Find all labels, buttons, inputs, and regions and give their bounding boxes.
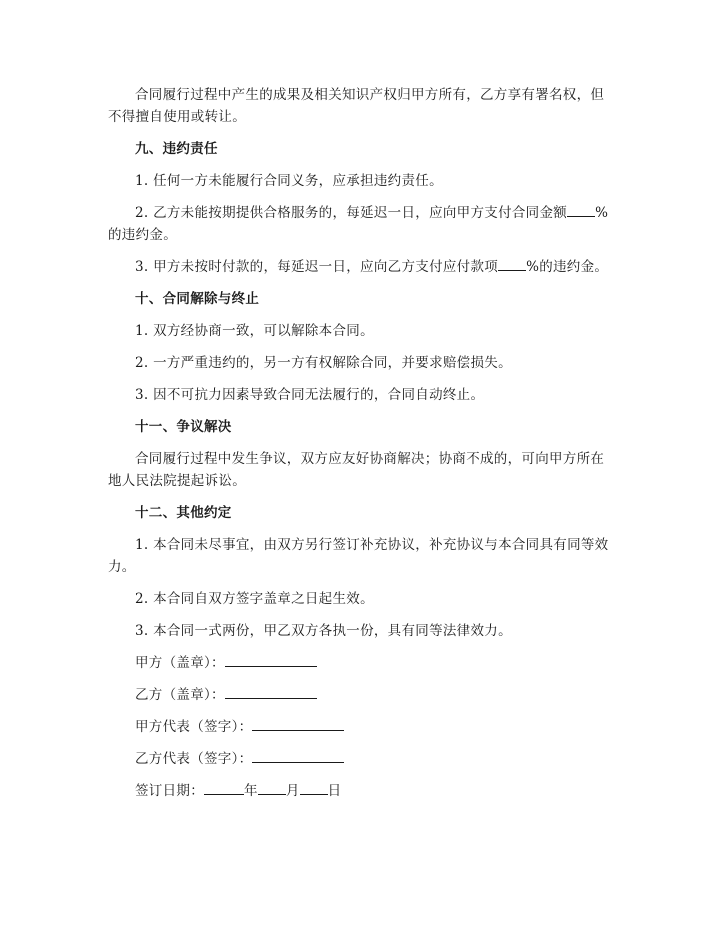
signing-date-line [108, 780, 615, 802]
party-b-rep-label: 乙方代表（签字）： [135, 751, 253, 767]
penalty-rate-blank-1[interactable] [567, 202, 595, 217]
party-b-seal-blank[interactable] [225, 684, 317, 699]
section-11-text: 合同履行过程中发生争议，双方应友好协商解决；协商不成的，可向甲方所在地人民法院提起诉讼。 [108, 451, 605, 489]
party-b-seal-line [108, 684, 615, 706]
section-10-item-1: 1. 双方经协商一致，可以解除本合同。 [135, 323, 374, 339]
party-b-seal-label: 乙方（盖章）： [135, 687, 225, 703]
penalty-rate-blank-2[interactable] [498, 256, 526, 271]
section-9-item-1: 1. 任何一方未能履行合同义务，应承担违约责任。 [135, 173, 443, 189]
contract-page [108, 84, 615, 802]
section-9-item-3-end: %的违约金。 [526, 259, 609, 275]
signing-date-label: 签订日期： [135, 783, 204, 799]
section-12-item-1: 1. 本合同未尽事宜，由双方另行签订补充协议，补充协议与本合同具有同等效力。 [108, 537, 609, 575]
party-b-rep-line [108, 748, 615, 770]
party-a-rep-line [108, 716, 615, 738]
section-9-item-3-text: 3. 甲方未按时付款的，每延迟一日，应向乙方支付应付款项 [135, 259, 499, 275]
year-label: 年 [244, 783, 258, 799]
party-b-rep-blank[interactable] [252, 748, 344, 763]
party-a-seal-label: 甲方（盖章）： [135, 655, 225, 671]
month-blank[interactable] [258, 780, 286, 795]
section-10-title: 十、合同解除与终止 [135, 291, 260, 307]
section-9-title: 九、违约责任 [135, 141, 218, 157]
year-blank[interactable] [204, 780, 244, 795]
section-9-item-3 [108, 256, 615, 278]
day-blank[interactable] [300, 780, 328, 795]
day-label: 日 [327, 783, 342, 799]
ip-paragraph: 合同履行过程中产生的成果及相关知识产权归甲方所有，乙方享有署名权，但不得擅自使用或转让。 [108, 87, 605, 125]
party-a-rep-label: 甲方代表（签字）： [135, 719, 253, 735]
party-a-seal-blank[interactable] [225, 652, 317, 667]
section-10-item-2: 2. 一方严重违约的，另一方有权解除合同，并要求赔偿损失。 [135, 355, 512, 371]
section-9-item-2 [108, 202, 615, 246]
party-a-rep-blank[interactable] [252, 716, 344, 731]
section-12-item-2: 2. 本合同自双方签字盖章之日起生效。 [135, 591, 374, 607]
section-11-title: 十一、争议解决 [135, 419, 232, 435]
section-12-item-3: 3. 本合同一式两份，甲乙双方各执一份，具有同等法律效力。 [135, 623, 512, 639]
section-12-title: 十二、其他约定 [135, 505, 232, 521]
month-label: 月 [285, 783, 300, 799]
party-a-seal-line [108, 652, 615, 674]
section-9-item-2-end: 的违约金。 [108, 227, 177, 243]
section-10-item-3: 3. 因不可抗力因素导致合同无法履行的，合同自动终止。 [135, 387, 485, 403]
percent-sign: % [595, 205, 609, 221]
section-9-item-2-text: 2. 乙方未能按期提供合格服务的，每延迟一日，应向甲方支付合同金额 [135, 205, 568, 221]
